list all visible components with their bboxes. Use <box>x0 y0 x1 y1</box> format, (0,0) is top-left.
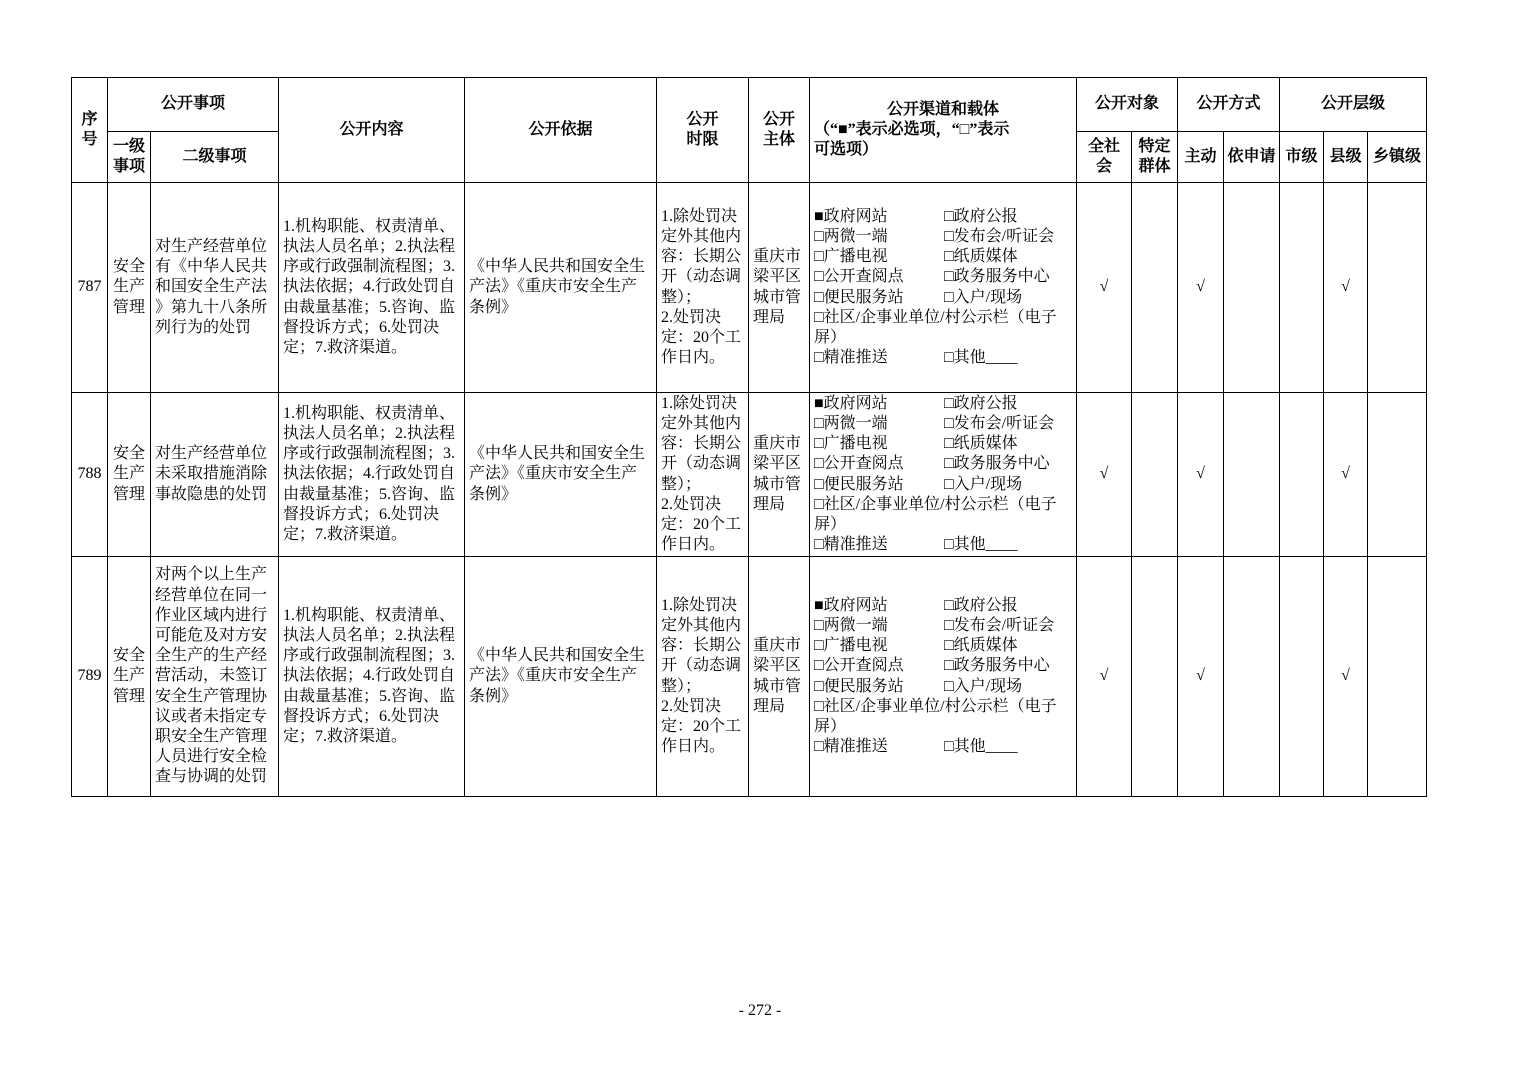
row-basis-text-line: 《中华人民共和国安全生 <box>469 647 646 665</box>
row-time-limit-text-line: 定：20个工 <box>661 717 742 735</box>
row-subject-text-line: 重庆市 <box>753 248 802 266</box>
row-time-limit <box>657 393 749 557</box>
row-basis-text-line: 条例》 <box>469 485 518 503</box>
row-channels-list-line <box>814 207 1072 227</box>
table-row <box>72 183 1427 393</box>
row-basis <box>465 393 657 557</box>
row-time-limit-text-line: 容：长期公 <box>661 248 742 266</box>
header-audience-specific-text-line: 特定 <box>1138 137 1171 155</box>
row-content-text-line: 执法依据；4.行政处罚自 <box>283 667 456 685</box>
header-seq <box>72 78 108 183</box>
row-item-text-line: 议或者未指定专 <box>155 707 268 725</box>
header-level-group: 公开层级 <box>1280 78 1427 132</box>
row-audience-specific <box>1132 183 1178 393</box>
header-channel-note-line: （“■”表示必选项，“□”表示 <box>814 120 1010 138</box>
row-basis-text-line: 产法》《重庆市安全生产 <box>469 667 638 685</box>
row-content-text <box>283 217 460 358</box>
channel-option: □入户/现场 <box>944 677 1023 695</box>
row-content-text <box>283 606 460 747</box>
row-content <box>279 393 465 557</box>
row-time-limit-text <box>661 596 744 758</box>
row-subject-text-line: 梁平区 <box>753 455 802 473</box>
row-level-county <box>1324 393 1368 557</box>
row-mode-request <box>1224 557 1280 797</box>
row-item-text-line: 对生产经营单位 <box>155 445 268 463</box>
row-subject <box>749 557 810 797</box>
row-time-limit <box>657 557 749 797</box>
row-item-text-line: 未采取措施消除 <box>155 465 268 483</box>
row-subject <box>749 393 810 557</box>
channel-option: □纸质媒体 <box>944 248 1018 266</box>
header-audience-specific-text-line: 群体 <box>1138 158 1171 175</box>
row-subject-text-line: 理局 <box>753 308 786 326</box>
header-audience-group: 公开对象 <box>1077 78 1178 132</box>
row-category-text-line: 生产 <box>112 465 145 483</box>
channel-option: □入户/现场 <box>944 475 1023 493</box>
channel-option: □便民服务站 <box>814 288 904 306</box>
disclosure-table <box>71 77 1427 797</box>
header-item-l1 <box>108 132 151 183</box>
row-mode-request <box>1224 393 1280 557</box>
row-time-limit-text-line: 整）； <box>661 677 702 695</box>
row-level-county <box>1324 183 1368 393</box>
table-row <box>72 557 1427 797</box>
row-category-text <box>112 444 146 505</box>
row-channels-list-line: □社区/企事业单位/村公示栏（电子 <box>814 308 1057 326</box>
check-mark: √ <box>1099 465 1109 483</box>
row-category-text-line: 管理 <box>112 485 145 503</box>
check-mark: √ <box>1099 667 1109 685</box>
header-item-l1-text <box>108 137 150 177</box>
row-content <box>279 183 465 393</box>
row-item-text-line: 作业区域内进行 <box>155 606 268 624</box>
channel-option: □广播电视 <box>814 248 888 266</box>
row-item <box>151 393 279 557</box>
channel-option: □入户/现场 <box>944 288 1023 306</box>
row-audience-specific <box>1132 393 1178 557</box>
row-channels <box>810 557 1077 797</box>
row-content <box>279 557 465 797</box>
row-time-limit-text-line: 作日内。 <box>661 349 726 367</box>
header-level-county: 县级 <box>1324 132 1368 183</box>
row-basis-text <box>469 444 652 505</box>
row-seq-text: 788 <box>77 465 102 483</box>
header-audience-specific-text <box>1132 137 1177 177</box>
row-time-limit-text-line: 开（动态调 <box>661 455 742 473</box>
row-category-text <box>112 257 146 318</box>
row-item-text-line: 对两个以上生产 <box>155 566 268 584</box>
header-item-group: 公开事项 <box>108 78 279 132</box>
header-time-limit-text-line: 时限 <box>686 131 719 148</box>
channel-option: □两微一端 <box>814 227 888 245</box>
row-content-text-line: 由裁量基准；5.咨询、监 <box>283 687 456 705</box>
channel-option: □其他____ <box>944 738 1018 756</box>
row-subject-text-line: 重庆市 <box>753 435 802 453</box>
row-item-text-line: 全生产的生产经 <box>155 647 268 665</box>
row-time-limit-text-line: 整）； <box>661 288 702 306</box>
row-seq-text: 787 <box>77 278 102 296</box>
row-channels-list <box>814 207 1072 369</box>
row-item-text-line: 安全生产管理协 <box>155 687 268 705</box>
row-level-town <box>1368 557 1427 797</box>
row-content-text-line: 序或行政强制流程图；3. <box>283 647 456 665</box>
row-basis <box>465 557 657 797</box>
row-subject-text <box>753 636 805 717</box>
row-category-text <box>112 646 146 707</box>
header-subject <box>749 78 810 183</box>
row-channels-list-line <box>814 348 1072 368</box>
row-item-text <box>155 444 274 505</box>
row-time-limit-text-line: 2.处罚决 <box>661 697 722 715</box>
row-channels-list-line <box>814 288 1072 308</box>
header-seq-text-line: 号 <box>81 131 98 148</box>
row-channels-list-line <box>814 227 1072 247</box>
row-channels-list-line <box>814 454 1072 474</box>
row-item-text-line: 查与协调的处罚 <box>155 768 268 786</box>
row-time-limit-text <box>661 207 744 369</box>
header-channel <box>810 78 1077 183</box>
channel-option: □政务服务中心 <box>944 657 1050 675</box>
row-content-text-line: 1.机构职能、权责清单、 <box>283 217 456 235</box>
row-channels <box>810 183 1077 393</box>
row-audience-all <box>1077 393 1132 557</box>
row-item <box>151 557 279 797</box>
header-channel-note-line: 可选项） <box>814 141 879 159</box>
row-channels-list <box>814 394 1072 556</box>
channel-option: □发布会/听证会 <box>944 414 1055 432</box>
row-subject-text-line: 梁平区 <box>753 268 802 286</box>
header-audience-all-text <box>1077 137 1131 177</box>
row-time-limit-text-line: 整）； <box>661 475 702 493</box>
row-category-text-line: 管理 <box>112 687 145 705</box>
row-category-text-line: 安全 <box>112 258 145 276</box>
row-time-limit-text-line: 1.除处罚决 <box>661 394 738 412</box>
row-content-text-line: 执法依据；4.行政处罚自 <box>283 465 456 483</box>
channel-option: □广播电视 <box>814 637 888 655</box>
row-channels-list <box>814 596 1072 758</box>
row-item-text <box>155 237 274 338</box>
row-channels-list-line <box>814 247 1072 267</box>
channel-option: □政务服务中心 <box>944 268 1050 286</box>
row-mode-active <box>1178 183 1224 393</box>
row-content-text-line: 督投诉方式；6.处罚决 <box>283 318 440 336</box>
row-time-limit-text-line: 开（动态调 <box>661 268 742 286</box>
header-time-limit-text-line: 公开 <box>686 110 719 128</box>
row-time-limit-text-line: 容：长期公 <box>661 435 742 453</box>
channel-option: □公开查阅点 <box>814 268 904 286</box>
row-time-limit-text-line: 定：20个工 <box>661 515 742 533</box>
row-time-limit-text-line: 作日内。 <box>661 738 726 756</box>
row-basis <box>465 183 657 393</box>
row-content-text-line: 定；7.救济渠道。 <box>283 728 408 745</box>
row-channels-list-line: □社区/企事业单位/村公示栏（电子 <box>814 495 1057 513</box>
row-time-limit-text-line: 容：长期公 <box>661 637 742 655</box>
header-audience-all-text-line: 全社 <box>1088 137 1121 155</box>
row-mode-request <box>1224 183 1280 393</box>
row-channels-list-line <box>814 596 1072 616</box>
header-time-limit-text <box>657 110 748 150</box>
check-mark: √ <box>1341 278 1350 296</box>
row-category-text-line: 生产 <box>112 667 145 685</box>
row-time-limit-text-line: 定：20个工 <box>661 328 742 346</box>
header-level-city: 市级 <box>1280 132 1324 183</box>
channel-option: □政务服务中心 <box>944 455 1050 473</box>
row-time-limit-text-line: 开（动态调 <box>661 657 742 675</box>
row-level-town <box>1368 393 1427 557</box>
row-level-city <box>1280 557 1324 797</box>
header-basis: 公开依据 <box>465 78 657 183</box>
row-channels <box>810 393 1077 557</box>
channel-option: □政府公报 <box>944 207 1018 225</box>
row-channels-list-line <box>814 394 1072 414</box>
header-mode-group: 公开方式 <box>1178 78 1280 132</box>
channel-option: □其他____ <box>944 536 1018 554</box>
row-seq <box>72 557 108 797</box>
row-content-text-line: 执法人员名单；2.执法程 <box>283 237 456 255</box>
row-level-city <box>1280 393 1324 557</box>
header-audience-all <box>1077 132 1132 183</box>
header-audience-specific <box>1132 132 1178 183</box>
row-time-limit-text-line: 作日内。 <box>661 536 726 554</box>
row-item-text-line: 职安全生产管理 <box>155 728 268 745</box>
row-subject-text-line: 城市管 <box>753 475 802 493</box>
row-level-town <box>1368 183 1427 393</box>
row-channels-list-line <box>814 636 1072 656</box>
row-channels-list-line: 屏） <box>814 717 847 735</box>
row-mode-active <box>1178 557 1224 797</box>
channel-option: □精准推送 <box>814 738 888 756</box>
header-seq-text-line: 序 <box>81 110 98 128</box>
row-subject-text-line: 重庆市 <box>753 637 802 655</box>
row-category <box>108 393 151 557</box>
row-channels-list-line <box>814 475 1072 495</box>
row-content-text-line: 督投诉方式；6.处罚决 <box>283 505 440 523</box>
channel-option: □发布会/听证会 <box>944 616 1055 634</box>
channel-option: □精准推送 <box>814 349 888 367</box>
header-channel-title: 公开渠道和载体 <box>887 100 1000 118</box>
row-category-text-line: 安全 <box>112 647 145 665</box>
channel-option: □公开查阅点 <box>814 455 904 473</box>
row-mode-active <box>1178 393 1224 557</box>
row-time-limit-text-line: 1.除处罚决 <box>661 596 738 614</box>
row-item-text-line: 人员进行安全检 <box>155 748 268 766</box>
row-channels-list-line: 屏） <box>814 515 847 533</box>
row-content-text-line: 执法人员名单；2.执法程 <box>283 626 456 644</box>
row-category <box>108 183 151 393</box>
row-item-text <box>155 565 274 787</box>
row-content-text <box>283 404 460 545</box>
row-item-text-line: 》第九十八条所 <box>155 298 268 316</box>
row-basis-text-line: 产法》《重庆市安全生产 <box>469 278 638 296</box>
row-seq-text: 789 <box>77 667 102 685</box>
channel-option: ■政府网站 <box>814 596 888 614</box>
row-channels-list-line <box>814 656 1072 676</box>
row-channels-list-line <box>814 677 1072 697</box>
row-subject-text-line: 城市管 <box>753 288 802 306</box>
row-seq <box>72 393 108 557</box>
row-time-limit-text-line: 2.处罚决 <box>661 308 722 326</box>
row-content-text-line: 执法人员名单；2.执法程 <box>283 424 456 442</box>
row-item-text-line: 可能危及对方安 <box>155 626 268 644</box>
channel-option: □政府公报 <box>944 394 1018 412</box>
channel-option: □广播电视 <box>814 435 888 453</box>
row-item-text-line: 事故隐患的处罚 <box>155 485 268 503</box>
row-basis-text-line: 产法》《重庆市安全生产 <box>469 465 638 483</box>
row-item-text-line: 和国安全生产法 <box>155 278 268 296</box>
row-content-text-line: 序或行政强制流程图；3. <box>283 258 456 276</box>
row-level-city <box>1280 183 1324 393</box>
channel-option: □精准推送 <box>814 536 888 554</box>
row-basis-text <box>469 646 652 707</box>
row-basis-text-line: 条例》 <box>469 298 518 316</box>
header-mode-active: 主动 <box>1178 132 1224 183</box>
row-content-text-line: 执法依据；4.行政处罚自 <box>283 278 456 296</box>
disclosure-table-wrapper <box>71 77 1426 797</box>
row-basis-text-line: 条例》 <box>469 687 518 705</box>
header-audience-all-text-line: 会 <box>1096 158 1113 175</box>
header-time-limit <box>657 78 749 183</box>
row-channels-list-line <box>814 737 1072 757</box>
row-category-text-line: 生产 <box>112 278 145 296</box>
header-level-town: 乡镇级 <box>1368 132 1427 183</box>
header-seq-text <box>72 110 107 150</box>
row-time-limit-text-line: 2.处罚决 <box>661 495 722 513</box>
row-subject <box>749 183 810 393</box>
row-subject-text-line: 梁平区 <box>753 657 802 675</box>
channel-option: □政府公报 <box>944 596 1018 614</box>
row-audience-all <box>1077 183 1132 393</box>
row-item-text-line: 有《中华人民共 <box>155 258 268 276</box>
row-time-limit-text-line: 定外其他内 <box>661 616 742 634</box>
header-mode-request: 依申请 <box>1224 132 1280 183</box>
row-time-limit-text-line: 定外其他内 <box>661 227 742 245</box>
row-channels-list-line <box>814 616 1072 636</box>
row-subject-text-line: 理局 <box>753 495 786 513</box>
row-basis-text-line: 《中华人民共和国安全生 <box>469 258 646 276</box>
check-mark: √ <box>1341 667 1350 685</box>
row-channels-list-line <box>814 434 1072 454</box>
row-channels-list-line <box>814 267 1072 287</box>
row-item <box>151 183 279 393</box>
header-item-l1-text-line: 事项 <box>112 158 145 175</box>
row-item-text-line: 经营单位在同一 <box>155 586 268 604</box>
row-audience-all <box>1077 557 1132 797</box>
page-number: - 272 - <box>738 1002 782 1019</box>
channel-option: □两微一端 <box>814 414 888 432</box>
row-item-text-line: 列行为的处罚 <box>155 318 252 336</box>
row-content-text-line: 序或行政强制流程图；3. <box>283 445 456 463</box>
header-subject-text-line: 主体 <box>763 131 796 148</box>
header-subject-text <box>749 110 809 150</box>
row-content-text-line: 1.机构职能、权责清单、 <box>283 404 456 422</box>
check-mark: √ <box>1341 465 1350 483</box>
row-basis-text-line: 《中华人民共和国安全生 <box>469 445 646 463</box>
row-channels-list-line: 屏） <box>814 328 847 346</box>
row-subject-text-line: 城市管 <box>753 677 802 695</box>
row-category-text-line: 安全 <box>112 445 145 463</box>
header-channel-note <box>810 120 1076 160</box>
header-row <box>72 78 1427 132</box>
channel-option: □发布会/听证会 <box>944 227 1055 245</box>
channel-option: □两微一端 <box>814 616 888 634</box>
channel-option: □便民服务站 <box>814 475 904 493</box>
check-mark: √ <box>1196 278 1205 296</box>
row-content-text-line: 定；7.救济渠道。 <box>283 339 408 356</box>
row-category-text-line: 管理 <box>112 298 145 316</box>
row-content-text-line: 督投诉方式；6.处罚决 <box>283 707 440 725</box>
row-content-text-line: 由裁量基准；5.咨询、监 <box>283 485 456 503</box>
row-subject-text <box>753 434 805 515</box>
row-category <box>108 557 151 797</box>
channel-option: □公开查阅点 <box>814 657 904 675</box>
header-item-l1-text-line: 一级 <box>112 137 145 155</box>
header-item-l2: 二级事项 <box>151 132 279 183</box>
row-content-text-line: 由裁量基准；5.咨询、监 <box>283 298 456 316</box>
row-seq <box>72 183 108 393</box>
row-item-text-line: 营活动，未签订 <box>155 667 268 685</box>
row-time-limit-text-line: 1.除处罚决 <box>661 207 738 225</box>
row-content-text-line: 定；7.救济渠道。 <box>283 526 408 543</box>
channel-option: □便民服务站 <box>814 677 904 695</box>
header-content: 公开内容 <box>279 78 465 183</box>
row-basis-text <box>469 257 652 318</box>
row-item-text-line: 对生产经营单位 <box>155 237 268 255</box>
channel-option: □纸质媒体 <box>944 435 1018 453</box>
table-row <box>72 393 1427 557</box>
channel-option: □其他____ <box>944 349 1018 367</box>
check-mark: √ <box>1196 667 1205 685</box>
header-subject-text-line: 公开 <box>763 110 796 128</box>
row-time-limit-text-line: 定外其他内 <box>661 414 742 432</box>
row-channels-list-line <box>814 414 1072 434</box>
row-channels-list-line <box>814 535 1072 555</box>
row-level-county <box>1324 557 1368 797</box>
row-subject-text <box>753 247 805 328</box>
row-content-text-line: 1.机构职能、权责清单、 <box>283 606 456 624</box>
channel-option: ■政府网站 <box>814 207 888 225</box>
row-time-limit <box>657 183 749 393</box>
row-channels-list-line: □社区/企事业单位/村公示栏（电子 <box>814 697 1057 715</box>
row-time-limit-text <box>661 394 744 556</box>
channel-option: ■政府网站 <box>814 394 888 412</box>
channel-option: □纸质媒体 <box>944 637 1018 655</box>
check-mark: √ <box>1196 465 1205 483</box>
check-mark: √ <box>1099 278 1109 296</box>
row-subject-text-line: 理局 <box>753 697 786 715</box>
row-audience-specific <box>1132 557 1178 797</box>
